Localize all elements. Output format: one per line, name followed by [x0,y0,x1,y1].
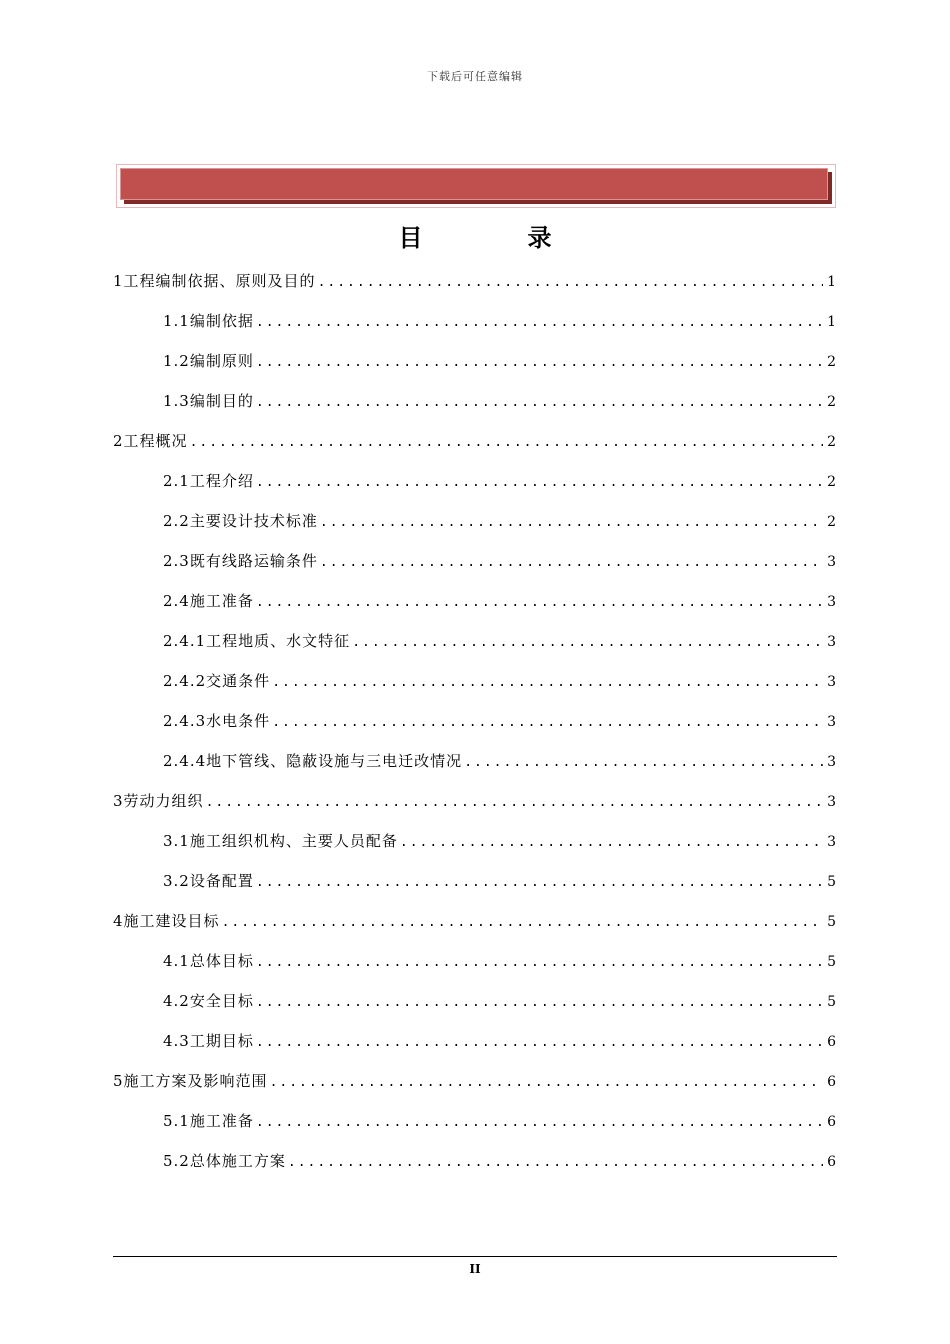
toc-entry[interactable] [113,790,837,830]
toc-entry-label [163,950,254,971]
toc-entry-page: 2 [827,434,837,450]
toc-entry-number: 4.1 [163,952,190,970]
toc-entry[interactable] [113,350,837,390]
toc-leader-dots [464,755,823,770]
toc-leader-dots [256,955,823,970]
toc-entry-number: 2.4.2 [163,672,207,690]
toc-entry[interactable] [113,550,837,590]
toc-entry-page: 5 [827,914,837,930]
toc-entry-title: 编制原则 [189,352,254,370]
toc-entry-number: 3 [113,792,124,810]
toc-entry[interactable] [113,1150,837,1190]
toc-entry-page: 2 [827,474,837,490]
toc-entry-label [163,870,254,891]
toc-entry-page: 2 [827,354,837,370]
toc-entry-page: 6 [827,1034,837,1050]
toc-entry-title: 施工方案及影响范围 [123,1072,268,1090]
toc-entry-title: 工程介绍 [189,472,254,490]
toc-entry-page: 5 [827,874,837,890]
toc-entry-label [163,310,254,331]
toc-entry-page: 6 [827,1114,837,1130]
toc-entry-label [163,990,254,1011]
toc-leader-dots [320,555,823,570]
toc-entry-title: 工程地质、水文特征 [206,632,351,650]
toc-leader-dots [272,715,823,730]
toc-entry-label [113,430,188,451]
toc-entry-label [163,390,254,411]
toc-entry[interactable] [113,430,837,470]
toc-entry-label [113,270,316,291]
toc-entry[interactable] [113,470,837,510]
toc-entry[interactable] [113,830,837,870]
toc-entry-title: 编制依据 [189,312,254,330]
toc-title-char-1: 目 [398,224,423,252]
toc-leader-dots [256,595,823,610]
toc-entry-page: 3 [827,594,837,610]
toc-entry-title: 劳动力组织 [123,792,204,810]
toc-entry-title: 总体施工方案 [189,1152,286,1170]
toc-entry-label [163,710,270,731]
toc-leader-dots [320,515,823,530]
toc-entry[interactable] [113,510,837,550]
toc-leader-dots [256,395,823,410]
footer-page-number: II [469,1262,481,1276]
toc-entry-page: 3 [827,634,837,650]
toc-entry-number: 4 [113,912,124,930]
toc-leader-dots [256,315,823,330]
toc-entry-page: 3 [827,794,837,810]
toc-entry-title: 地下管线、隐蔽设施与三电迁改情况 [206,752,463,770]
toc-entry[interactable] [113,390,837,430]
toc-leader-dots [352,635,823,650]
toc-entry-title: 既有线路运输条件 [189,552,318,570]
toc-entry-page: 3 [827,554,837,570]
toc-entry[interactable] [113,990,837,1030]
toc-entry-label [163,750,462,771]
toc-entry[interactable] [113,870,837,910]
toc-entry-number: 3.2 [163,872,190,890]
toc-entry-title: 工期目标 [189,1032,254,1050]
toc-entry-number: 2.4.3 [163,712,207,730]
header-note: 下载后可任意编辑 [427,70,523,83]
toc-entry[interactable] [113,310,837,350]
toc-entry-page: 2 [827,514,837,530]
toc-entry-number: 1 [113,272,124,290]
toc-entry-number: 2.2 [163,512,190,530]
toc-entry[interactable] [113,710,837,750]
toc-entry-label [163,590,254,611]
toc-leader-dots [270,1075,824,1090]
toc-entry-title: 工程编制依据、原则及目的 [123,272,316,290]
toc-entry-label [163,1030,254,1051]
toc-entry-label [113,910,220,931]
toc-leader-dots [256,1035,823,1050]
toc-entry-label [163,1110,254,1131]
toc-entry-number: 2.3 [163,552,190,570]
toc-entry-number: 4.3 [163,1032,190,1050]
toc-leader-dots [256,995,823,1010]
toc-leader-dots [400,835,823,850]
toc-entry-number: 5.2 [163,1152,190,1170]
toc-entry-page: 3 [827,674,837,690]
toc-entry-page: 3 [827,834,837,850]
toc-entry-page: 5 [827,994,837,1010]
toc-entry-title: 编制目的 [189,392,254,410]
toc-leader-dots [206,795,824,810]
toc-leader-dots [272,675,823,690]
toc-entry[interactable] [113,750,837,790]
toc-entry[interactable] [113,1030,837,1070]
toc-entry[interactable] [113,630,837,670]
toc-entry[interactable] [113,950,837,990]
toc-entry-number: 2.4.1 [163,632,207,650]
toc-entry-page: 1 [827,314,837,330]
toc-entry-title: 总体目标 [189,952,254,970]
toc-entry-title: 施工准备 [189,1112,254,1130]
toc-entry[interactable] [113,1110,837,1150]
toc-entry-title: 设备配置 [189,872,254,890]
toc-entry-number: 1.1 [163,312,190,330]
toc-entry-number: 2 [113,432,124,450]
toc-entry-title: 施工组织机构、主要人员配备 [189,832,398,850]
title-banner [116,164,836,208]
toc-entry-title: 施工建设目标 [123,912,220,930]
toc-entry-page: 2 [827,394,837,410]
table-of-contents [113,270,837,1190]
toc-entry-label [163,350,254,371]
toc-entry[interactable] [113,270,837,310]
toc-entry-number: 2.4.4 [163,752,207,770]
toc-entry-number: 5 [113,1072,124,1090]
toc-leader-dots [256,1115,823,1130]
toc-entry-title: 主要设计技术标准 [189,512,318,530]
toc-entry-number: 5.1 [163,1112,190,1130]
toc-entry-page: 5 [827,954,837,970]
toc-entry-page: 6 [827,1074,837,1090]
toc-entry-label [163,550,318,571]
toc-entry-title: 施工准备 [189,592,254,610]
footer-divider [113,1256,837,1257]
toc-title [0,218,950,253]
toc-entry-page: 3 [827,754,837,770]
toc-entry-label [163,470,254,491]
toc-entry-label [163,830,398,851]
toc-title-char-2: 录 [527,224,552,252]
toc-leader-dots [318,275,824,290]
toc-entry-number: 1.2 [163,352,190,370]
toc-entry-number: 3.1 [163,832,190,850]
toc-entry-label [113,1070,268,1091]
toc-entry-label [163,1150,286,1171]
toc-entry-title: 工程概况 [123,432,188,450]
toc-entry[interactable] [113,590,837,630]
toc-entry-page: 3 [827,714,837,730]
toc-entry-number: 2.1 [163,472,190,490]
toc-leader-dots [256,875,823,890]
toc-leader-dots [190,435,824,450]
toc-entry[interactable] [113,1070,837,1110]
toc-entry-page: 6 [827,1154,837,1170]
toc-entry-label [113,790,204,811]
toc-entry[interactable] [113,910,837,950]
toc-entry-label [163,670,270,691]
toc-leader-dots [222,915,824,930]
toc-entry-number: 1.3 [163,392,190,410]
toc-entry-number: 2.4 [163,592,190,610]
toc-entry-title: 水电条件 [206,712,271,730]
toc-entry-page: 1 [827,274,837,290]
toc-entry-title: 安全目标 [189,992,254,1010]
banner-bar [120,168,828,200]
toc-leader-dots [256,355,823,370]
toc-leader-dots [288,1155,823,1170]
toc-entry-title: 交通条件 [206,672,271,690]
toc-entry-label [163,630,350,651]
toc-leader-dots [256,475,823,490]
toc-entry-number: 4.2 [163,992,190,1010]
toc-entry[interactable] [113,670,837,710]
toc-entry-label [163,510,318,531]
